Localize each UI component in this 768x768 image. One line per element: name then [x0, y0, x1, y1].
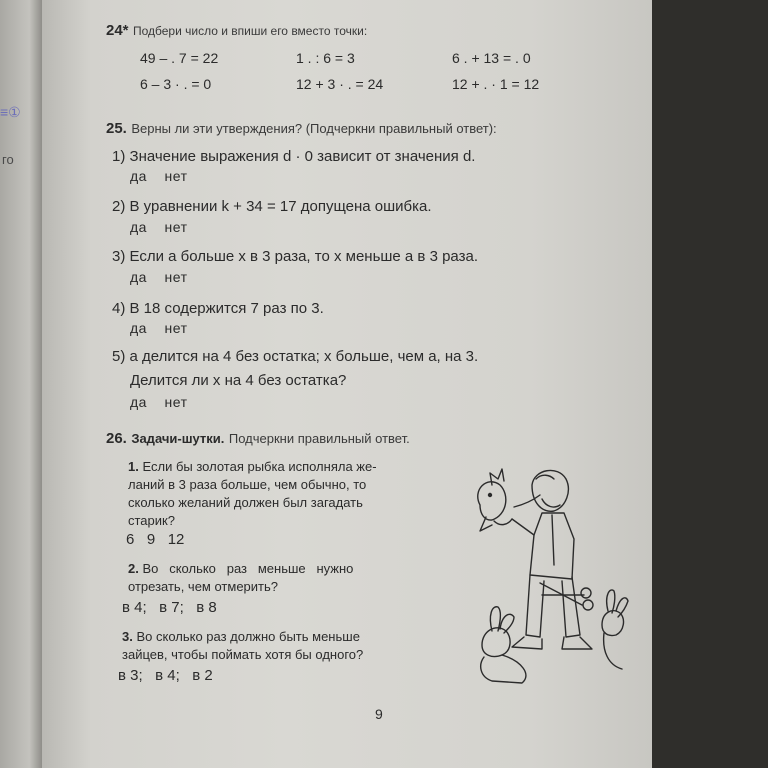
- statement: 5) a делится на 4 без остатка; x больше, чем a, на 3.: [112, 348, 479, 365]
- equation: 12 + 3 · . = 24: [296, 76, 384, 92]
- task26-heading: Подчеркни правильный ответ.: [228, 431, 410, 446]
- left-page-fragment: го: [2, 152, 14, 167]
- joke-line: Если бы золотая рыбка исполняла же-: [142, 459, 377, 474]
- answer-options: да нет: [130, 219, 188, 235]
- joke-3: [122, 628, 363, 664]
- answer-options: да нет: [130, 394, 188, 410]
- equation: 6 . + 13 = . 0: [452, 50, 531, 66]
- statement-continuation: Делится ли x на 4 без остатка?: [130, 372, 347, 389]
- statement: 4) В 18 содержится 7 раз по 3.: [112, 300, 324, 317]
- task26-number: 26.: [106, 430, 127, 447]
- textbook-page: [42, 0, 652, 768]
- statement: 2) В уравнении k + 34 = 17 допущена ошибка.: [112, 198, 432, 215]
- task25-heading: Верны ли эти утверждения? (Подчеркни правильный ответ):: [131, 121, 497, 136]
- margin-mark: ≡①: [0, 104, 21, 120]
- task24-header: [106, 22, 367, 40]
- equation: 49 – . 7 = 22: [140, 50, 219, 66]
- left-page-edge: [0, 0, 42, 768]
- equation: 12 + . · 1 = 12: [452, 76, 540, 92]
- answer-options: да нет: [130, 168, 188, 184]
- old-man-fish-rabbits-illustration: [462, 455, 632, 695]
- joke-line: Во сколько раз меньше нужно: [142, 561, 354, 576]
- background-edge: [652, 0, 768, 768]
- joke-number: 3.: [122, 629, 133, 644]
- joke-line: зайцев, чтобы поймать хотя бы одного?: [122, 647, 364, 662]
- joke-number: 1.: [128, 459, 139, 474]
- joke-line: старик?: [128, 513, 175, 528]
- task26-header: [106, 430, 410, 448]
- joke-line: Во сколько раз должно быть меньше: [136, 629, 360, 644]
- joke-line: сколько желаний должен был загадать: [128, 495, 363, 510]
- answer-options: да нет: [130, 320, 188, 336]
- page-number: 9: [375, 706, 383, 722]
- joke-line: ланий в 3 раза больше, чем обычно, то: [128, 477, 367, 492]
- joke-2: [128, 560, 353, 596]
- task26-title: Задачи-шутки.: [131, 431, 225, 446]
- equation: 6 – 3 · . = 0: [140, 76, 212, 92]
- statement: 1) Значение выражения d · 0 зависит от значения d.: [112, 148, 476, 165]
- task24-number: 24*: [106, 22, 129, 39]
- joke-1: [128, 458, 377, 530]
- statement: 3) Если a больше x в 3 раза, то x меньше a в 3 раза.: [112, 248, 478, 265]
- joke-options: в 3; в 4; в 2: [118, 667, 213, 684]
- task24-heading: Подбери число и впиши его вместо точки:: [132, 24, 368, 38]
- joke-options: 6 9 12: [126, 531, 185, 548]
- task25-number: 25.: [106, 120, 127, 137]
- task25-header: [106, 120, 497, 138]
- joke-line: отрезать, чем отмерить?: [128, 579, 278, 594]
- joke-options: в 4; в 7; в 8: [122, 599, 217, 616]
- equation: 1 . : 6 = 3: [296, 50, 355, 66]
- answer-options: да нет: [130, 269, 188, 285]
- joke-number: 2.: [128, 561, 139, 576]
